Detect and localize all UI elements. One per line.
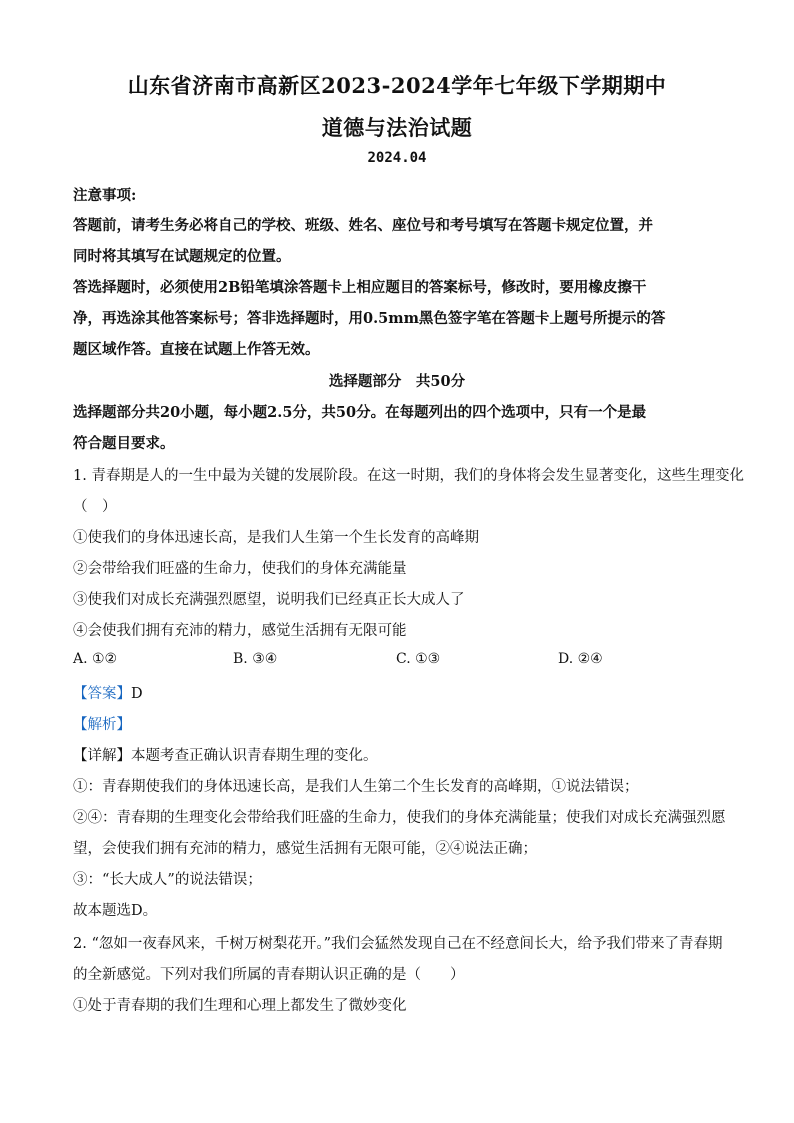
section-intro-line: 符合题目要求。	[73, 435, 175, 452]
notice-line: 同时将其填写在试题规定的位置。	[73, 248, 291, 265]
question-1-answer	[73, 682, 723, 703]
question-2-statement: ①处于青春期的我们生理和心理上都发生了微妙变化	[73, 998, 407, 1014]
question-1-statement: ③使我们对成长充满强烈愿望，说明我们已经真正长大成人了	[73, 592, 465, 608]
question-1-stem-blank: （ ）	[73, 499, 117, 515]
notice-heading: 注意事项:	[73, 187, 137, 204]
section-intro-line: 选择题部分共20小题，每小题2.5分，共50分。在每题列出的四个选项中，只有一个是最	[73, 404, 647, 421]
exam-title: 山东省济南市高新区2023-2024学年七年级下学期期中	[127, 73, 667, 98]
question-1-option-a: A. ①②	[73, 651, 118, 667]
question-1-option-d: D. ②④	[558, 651, 603, 667]
notice-line: 净，再选涂其他答案标号；答非选择题时，用0.5mm黑色签字笔在答题卡上题号所提示的答	[73, 310, 666, 327]
question-1-option-b: B. ③④	[233, 651, 278, 667]
exam-date: 2024.04	[367, 150, 427, 166]
question-1-detail: ②④：青春期的生理变化会带给我们旺盛的生命力，使我们的身体充满能量；使我们对成长充满强烈愿	[73, 810, 726, 826]
question-1-statement: ①使我们的身体迅速长高，是我们人生第一个生长发育的高峰期	[73, 530, 479, 546]
analysis-tag: 【解析】	[73, 717, 131, 733]
question-1-detail: 【详解】本题考查正确认识青春期生理的变化。	[73, 748, 378, 764]
exam-subject-title: 道德与法治试题	[321, 115, 473, 140]
question-1-detail: 望，会使我们拥有充沛的精力，感觉生活拥有无限可能，②④说法正确；	[73, 841, 537, 857]
notice-line: 答选择题时，必须使用2B铅笔填涂答题卡上相应题目的答案标号，修改时，要用橡皮擦干	[73, 279, 647, 296]
section-heading: 选择题部分 共50分	[328, 373, 466, 390]
question-1-statement: ②会带给我们旺盛的生命力，使我们的身体充满能量	[73, 561, 407, 577]
answer-value: D	[131, 686, 143, 702]
question-1-option-c: C. ①③	[396, 651, 441, 667]
answer-tag: 【答案】	[73, 686, 131, 702]
notice-line: 题区域作答。直接在试题上作答无效。	[73, 341, 320, 358]
question-2-stem: 的全新感觉。下列对我们所属的青春期认识正确的是（ ）	[73, 967, 465, 983]
question-1-statement: ④会使我们拥有充沛的精力，感觉生活拥有无限可能	[73, 623, 407, 639]
question-2-stem: 2. “忽如一夜春风来，千树万树梨花开。”我们会猛然发现自己在不经意间长大，给予我们带来了青春期	[73, 936, 723, 952]
notice-line: 答题前，请考生务必将自己的学校、班级、姓名、座位号和考号填写在答题卡规定位置，并	[73, 217, 653, 234]
question-1-detail: 故本题选D。	[73, 903, 158, 919]
question-1-detail: ①：青春期使我们的身体迅速长高，是我们人生第二个生长发育的高峰期，①说法错误；	[73, 779, 639, 795]
question-1-stem: 1. 青春期是人的一生中最为关键的发展阶段。在这一时期，我们的身体将会发生显著变化，这些生理变化	[73, 468, 744, 484]
question-1-detail: ③：“长大成人”的说法错误；	[73, 872, 262, 888]
